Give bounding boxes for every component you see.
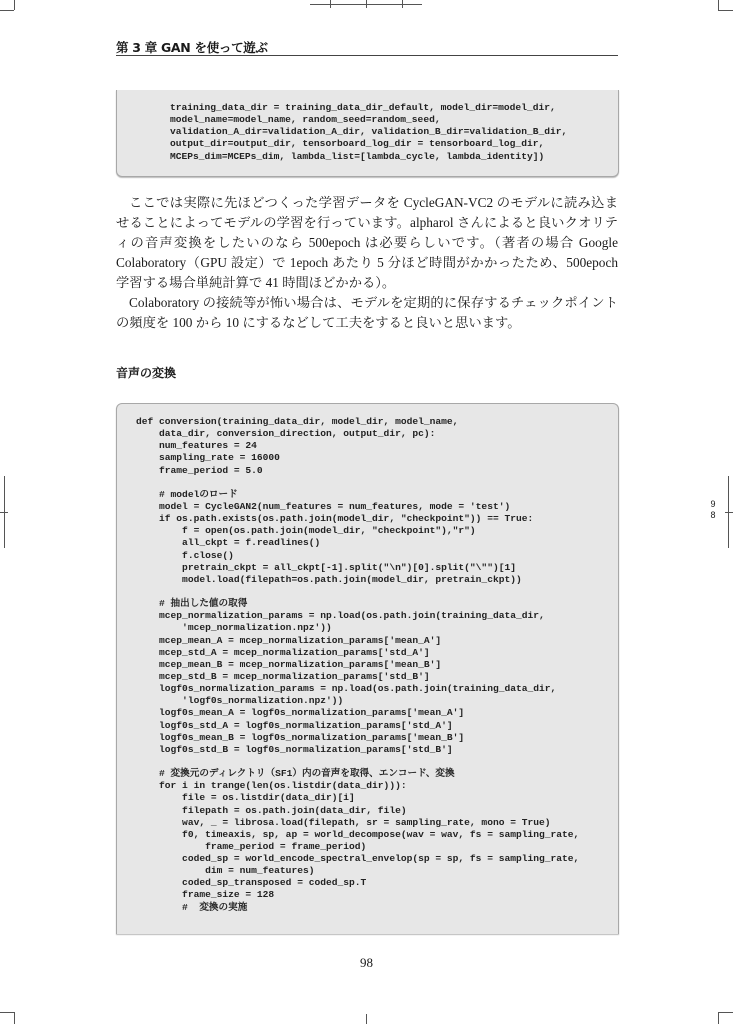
code-line: file = os.listdir(data_dir)[i]: [136, 792, 355, 804]
crop-mark: [14, 1012, 15, 1024]
code-line: # 変換元のディレクトリ（SF1）内の音声を取得、エンコード、変換: [136, 768, 455, 780]
code-line: mcep_normalization_params = np.load(os.path.join(training_data_dir,: [136, 610, 545, 622]
crop-mark: [310, 4, 422, 5]
crop-mark: [718, 1012, 719, 1024]
code-line: f = open(os.path.join(model_dir, "checkpoint"),"r"): [136, 525, 476, 537]
paragraph: Colaboratory の接続等が怖い場合は、モデルを定期的に保存するチェックポイントの頻度を 100 から 10 にするなどして工夫をすると良いと思います。: [116, 295, 618, 330]
crop-mark: [718, 1012, 733, 1013]
crop-mark: [718, 0, 719, 10]
code-line: frame_period = 5.0: [136, 464, 263, 476]
code-line: frame_period = frame_period): [136, 840, 367, 852]
code-line: output_dir=output_dir, tensorboard_log_dir = tensorboard_log_dir,: [170, 138, 545, 150]
header-rule: [116, 55, 618, 56]
code-listing: [170, 102, 567, 163]
code-line: coded_sp_transposed = coded_sp.T: [136, 877, 367, 889]
code-line: def conversion(training_data_dir, model_dir, model_name,: [136, 416, 459, 427]
code-line: sampling_rate = 16000: [136, 452, 280, 464]
code-line: [136, 586, 579, 598]
crop-mark: [4, 476, 5, 548]
code-line: logf0s_normalization_params = np.load(os.path.join(training_data_dir,: [136, 683, 557, 695]
crop-mark: [0, 10, 14, 11]
code-line: mcep_std_A = mcep_normalization_params['std_A']: [136, 646, 430, 658]
code-line: model = CycleGAN2(num_features = num_features, mode = 'test'): [136, 500, 511, 512]
code-line: f.close(): [136, 549, 234, 561]
crop-mark: [366, 1014, 367, 1024]
code-line: mcep_std_B = mcep_normalization_params['std_B']: [136, 670, 430, 682]
code-line: # 変換の実施: [136, 901, 248, 913]
code-line: validation_A_dir=validation_A_dir, validation_B_dir=validation_B_dir,: [170, 126, 568, 138]
code-line: logf0s_mean_A = logf0s_normalization_params['mean_A']: [136, 707, 465, 719]
code-line: MCEPs_dim=MCEPs_dim, lambda_list=[lambda_cycle, lambda_identity]): [170, 150, 545, 162]
crop-mark: [725, 512, 733, 513]
page-number: 98: [360, 955, 373, 970]
code-line: logf0s_std_A = logf0s_normalization_params['std_A']: [136, 719, 453, 731]
code-line: coded_sp = world_encode_spectral_envelop(sp = sp, fs = sampling_rate,: [136, 853, 580, 865]
body-text: [116, 193, 618, 333]
code-line: for i in trange(len(os.listdir(data_dir))):: [136, 780, 407, 792]
code-line: # 抽出した値の取得: [136, 598, 248, 610]
code-line: pretrain_ckpt = all_ckpt[-1].split("\n")[0].split("\"")[1]: [136, 561, 516, 573]
code-line: [136, 477, 579, 489]
crop-mark: [728, 476, 729, 548]
crop-mark: [14, 0, 15, 10]
code-line: mcep_mean_B = mcep_normalization_params['mean_B']: [136, 658, 442, 670]
code-line: mcep_mean_A = mcep_normalization_params['mean_A']: [136, 634, 442, 646]
code-line: all_ckpt = f.readlines(): [136, 537, 321, 549]
code-block-1: [116, 90, 619, 177]
code-line: [136, 756, 579, 768]
code-line: dim = num_features): [136, 865, 315, 877]
code-block-2: [116, 403, 619, 934]
crop-mark: [0, 1012, 14, 1013]
code-line: logf0s_std_B = logf0s_normalization_params['std_B']: [136, 743, 453, 755]
code-line: logf0s_mean_B = logf0s_normalization_params['mean_B']: [136, 731, 465, 743]
code-line: # modelのロード: [136, 488, 238, 500]
code-line: data_dir, conversion_direction, output_dir, pc):: [136, 428, 436, 440]
code-line: wav, _ = librosa.load(filepath, sr = sampling_rate, mono = True): [136, 816, 551, 828]
code-line: if os.path.exists(os.path.join(model_dir, "checkpoint")) == True:: [136, 513, 534, 525]
code-line: 'mcep_normalization.npz')): [136, 622, 332, 634]
code-line: 'logf0s_normalization.npz')): [136, 695, 344, 707]
side-tab-digit: 9: [710, 499, 716, 509]
section-heading: 音声の変換: [116, 366, 177, 380]
chapter-title: 第 3 章 GAN を使って遊ぶ: [116, 40, 268, 55]
side-page-tab: [708, 499, 718, 521]
side-tab-digit: 8: [710, 510, 716, 520]
code-line: model_name=model_name, random_seed=random_seed,: [170, 114, 441, 126]
code-line: frame_size = 128: [136, 889, 275, 901]
crop-mark: [718, 10, 733, 11]
code-line: training_data_dir = training_data_dir_default, model_dir=model_dir,: [170, 102, 556, 113]
code-line: model.load(filepath=os.path.join(model_dir, pretrain_ckpt)): [136, 573, 522, 585]
code-line: filepath = os.path.join(data_dir, file): [136, 804, 407, 816]
code-line: num_features = 24: [136, 440, 257, 452]
code-listing: [136, 416, 579, 914]
paragraph: ここでは実際に先ほどつくった学習データを CycleGAN-VC2 のモデルに読み込ませることによってモデルの学習を行っています。alpharol さんによると良いクオリティの音声変換をしたいのなら 500epoch は必要らしいです。（著者の場合 Google Colaboratory（GPU 設定）で 1epoch あたり 5 分ほど時間がかかったため、500epoch 学習する場合単純計算で 41 時間ほどかかる）。: [116, 195, 618, 290]
code-line: f0, timeaxis, sp, ap = world_decompose(wav = wav, fs = sampling_rate,: [136, 828, 580, 840]
